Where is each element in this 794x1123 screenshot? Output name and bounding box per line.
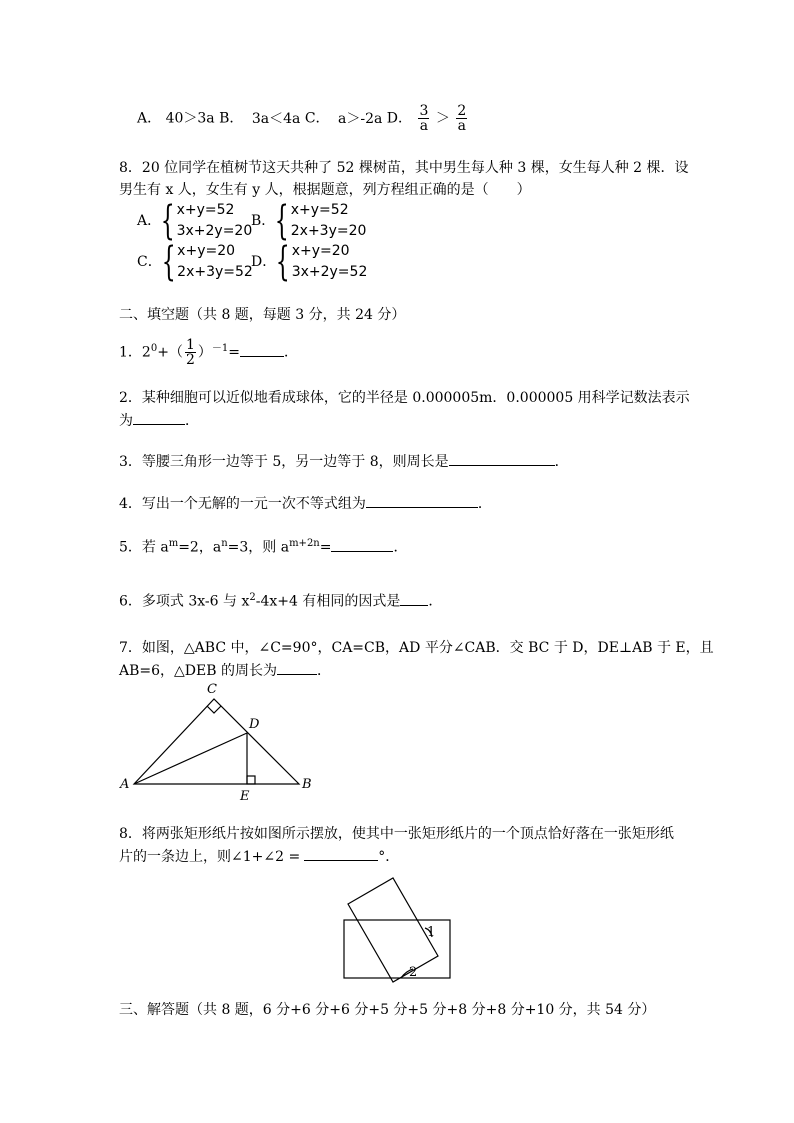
- option-d-label: D．: [386, 110, 413, 127]
- triangle-abc: [134, 699, 299, 784]
- answer-blank[interactable]: [240, 342, 284, 357]
- q8-option-d-label: D．: [251, 254, 277, 270]
- equation-system-d: x+y=20 3x+2y=52: [291, 243, 368, 280]
- q8-line-2: 男生有 x 人，女生有 y 人，根据题意，列方程组正确的是（ ）: [119, 182, 531, 198]
- label-e: E: [240, 789, 250, 803]
- fill-q8-line-1: 8．将两张矩形纸片按如图所示摆放，使其中一张矩形纸片的一个顶点恰好落在一张矩形纸: [119, 826, 674, 842]
- fill-q3: 3．等腰三角形一边等于 5，另一边等于 8，则周长是 ．: [119, 451, 569, 472]
- answer-blank[interactable]: [449, 451, 555, 466]
- angle-2-label: 2: [409, 965, 418, 980]
- section-3-title: 三、解答题（共 8 题，6 分+6 分+6 分+5 分+5 分+8 分+8 分+10 分，共 54 分）: [119, 1002, 656, 1018]
- option-c-text: a＞-2a: [338, 110, 383, 127]
- answer-blank[interactable]: [366, 493, 478, 508]
- section-2-title: 二、填空题（共 8 题，每题 3 分，共 24 分）: [119, 307, 406, 323]
- q8-option-c: [137, 240, 253, 284]
- label-a: A: [120, 777, 130, 792]
- right-angle-mark-e: [247, 776, 255, 784]
- equation-system-c: x+y=20 2x+3y=52: [177, 243, 253, 280]
- brace-icon: {: [275, 198, 290, 244]
- q8-option-d: [251, 240, 367, 284]
- brace-icon: {: [161, 239, 176, 285]
- fill-q4: 4．写出一个无解的一元一次不等式组为 ．: [119, 493, 492, 514]
- option-d-fraction-1: $\frac{3}{a}$: [419, 103, 429, 134]
- option-a-label: A．: [137, 110, 162, 127]
- fill-q8-line-2: 片的一条边上，则∠1+∠2 = °．: [119, 846, 399, 867]
- fill-q2-line-1: 2．某种细胞可以近似地看成球体，它的半径是 0.000005m．0.000005 用科学记数法表示: [119, 390, 690, 406]
- brace-icon: {: [275, 239, 290, 285]
- rectangles-figure: [335, 868, 460, 986]
- brace-icon: {: [160, 198, 175, 244]
- label-d: D: [249, 717, 260, 732]
- segment-ad: [134, 733, 247, 784]
- triangle-figure: [115, 678, 320, 803]
- q8-option-b: [251, 199, 366, 243]
- angle-1-label: 1: [427, 925, 436, 940]
- q8-option-b-label: B．: [251, 213, 276, 229]
- equation-system-b: x+y=52 2x+3y=20: [290, 202, 367, 239]
- q7-options-row: [137, 104, 469, 132]
- q8-option-c-label: C．: [137, 254, 162, 270]
- equation-system-a: x+y=52 3x+2y=20: [176, 202, 253, 239]
- fill-q6: 6．多项式 3x-6 与 $x^2-4x+4$ 有相同的因式是 ．: [119, 592, 443, 610]
- right-angle-mark-c: [207, 706, 221, 713]
- answer-blank[interactable]: [400, 591, 428, 606]
- fill-q1-fraction: $\frac{1}{2}$: [185, 337, 195, 369]
- q8-line-1: 8．20 位同学在植树节这天共种了 52 棵树苗，其中男生每人种 3 棵，女生每人种 2 棵．设: [119, 160, 689, 176]
- q8-option-a: [137, 199, 252, 243]
- option-c-label: C．: [304, 110, 330, 127]
- answer-blank[interactable]: [331, 537, 393, 552]
- tilted-rectangle: [348, 878, 438, 982]
- option-a-text: 40＞3a: [165, 110, 215, 127]
- option-d-relation: ＞: [435, 110, 450, 127]
- option-b-text: 3a＜4a: [251, 110, 301, 127]
- answer-blank[interactable]: [277, 660, 317, 675]
- q8-option-a-label: A．: [137, 213, 162, 229]
- fill-q1: 1．$2^0+$（ $\frac{1}{2}$ ）$^{-1}$= ．: [119, 337, 298, 369]
- option-b-label: B．: [219, 110, 244, 127]
- option-d-fraction-2: $\frac{2}{a}$: [457, 103, 467, 134]
- answer-blank[interactable]: [304, 846, 378, 861]
- label-c: C: [207, 682, 217, 697]
- answer-blank[interactable]: [133, 410, 185, 425]
- label-b: B: [302, 777, 312, 792]
- fill-q5: 5．若 $a^m=2$，$a^n=3$，则 $a^{m+2n}=$ ．: [119, 538, 408, 556]
- fill-q7-line-1: 7．如图，△ABC 中，∠C=90°，CA=CB，AD 平分∠CAB．交 BC 于 D，DE⊥AB 于 E，且: [119, 640, 714, 656]
- fill-q7-line-2: AB=6，△DEB 的周长为 ．: [119, 660, 331, 681]
- fill-q2-line-2: 为 ．: [119, 410, 199, 431]
